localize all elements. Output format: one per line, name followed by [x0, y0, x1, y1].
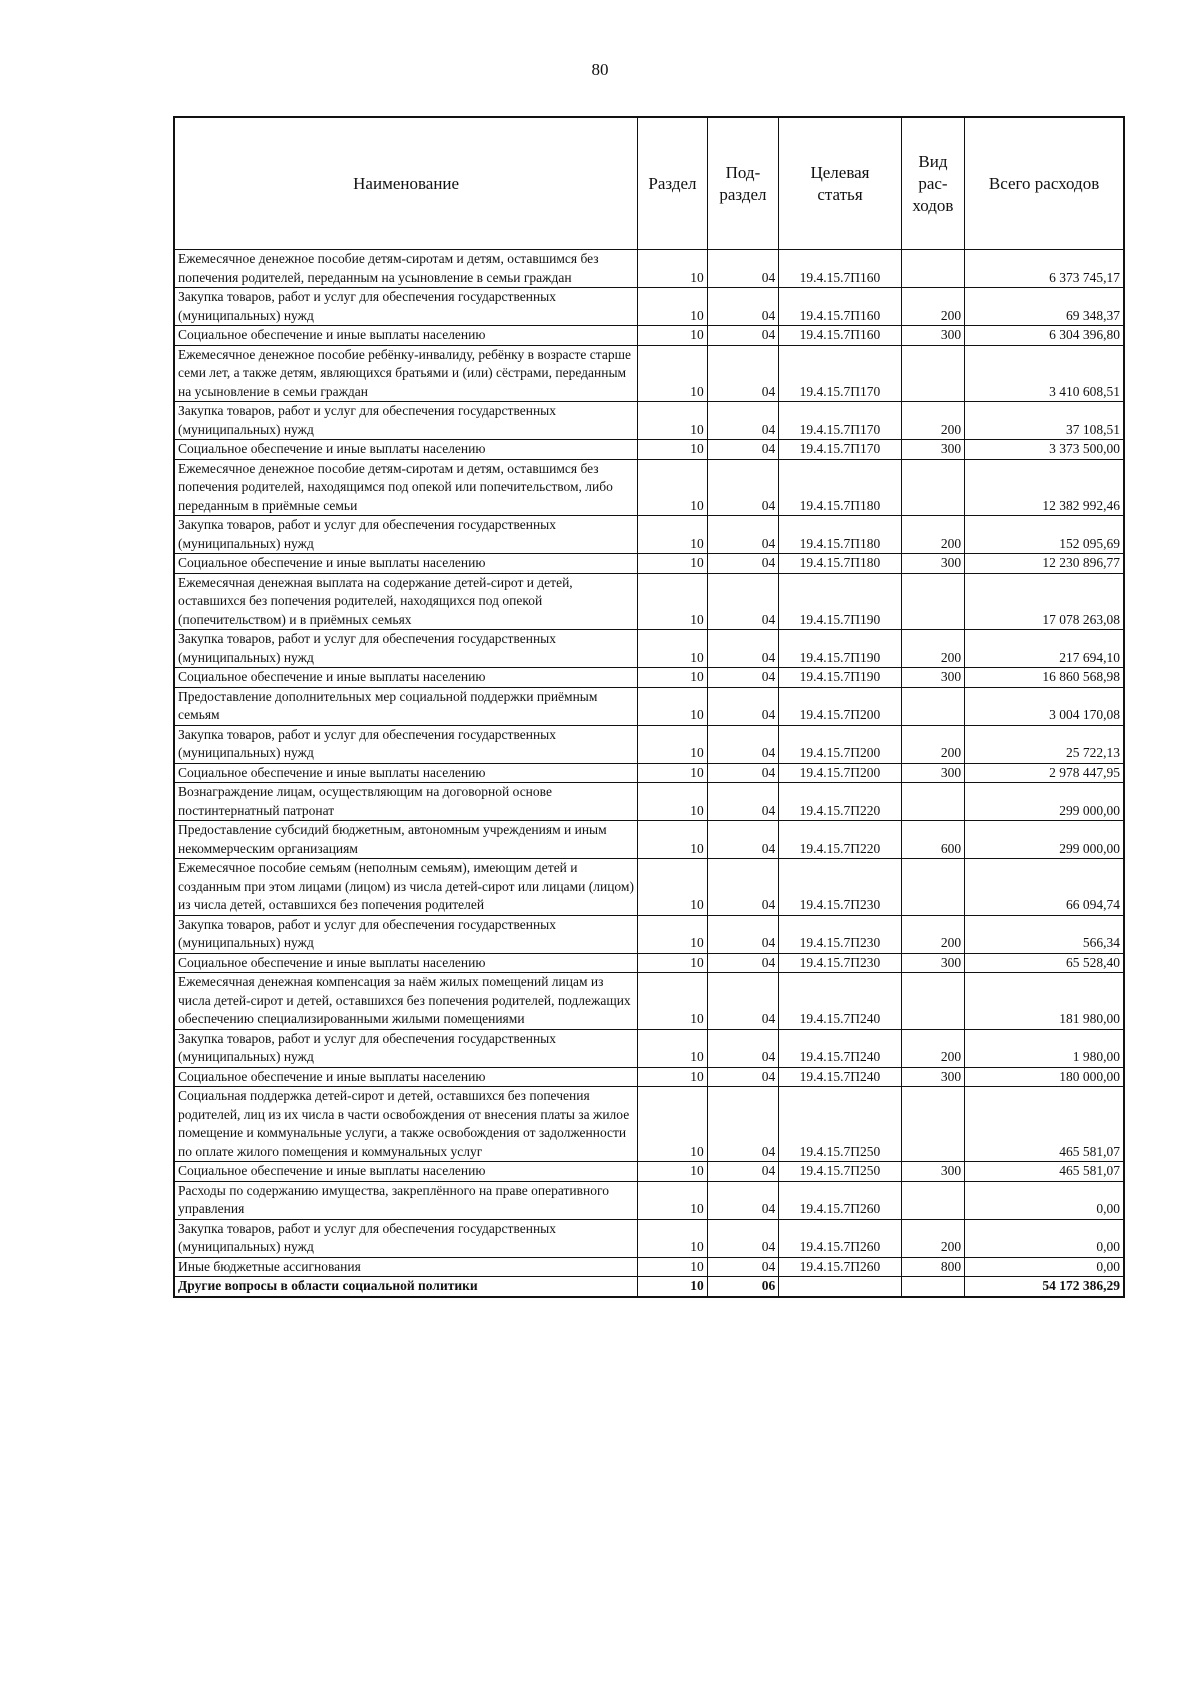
- cell-subsection: 04: [707, 402, 779, 440]
- cell-target-article: 19.4.15.7П220: [779, 821, 902, 859]
- cell-expense-type: 200: [901, 1219, 964, 1257]
- cell-subsection: 04: [707, 973, 779, 1030]
- table-row: [174, 1087, 1124, 1162]
- table-row: [174, 1181, 1124, 1219]
- cell-name: Закупка товаров, работ и услуг для обеспечения государственных (муниципальных) нужд: [174, 915, 638, 953]
- cell-section: 10: [638, 1219, 707, 1257]
- cell-expense-type: [901, 345, 964, 402]
- table-row: [174, 1257, 1124, 1277]
- cell-total: 12 382 992,46: [965, 459, 1124, 516]
- cell-expense-type: [901, 783, 964, 821]
- cell-subsection: 04: [707, 1162, 779, 1182]
- cell-section: 10: [638, 1067, 707, 1087]
- cell-expense-type: [901, 687, 964, 725]
- cell-section: 10: [638, 440, 707, 460]
- cell-total: 3 410 608,51: [965, 345, 1124, 402]
- cell-subsection: 04: [707, 953, 779, 973]
- cell-subsection: 04: [707, 1219, 779, 1257]
- cell-section: 10: [638, 1257, 707, 1277]
- table-row: [174, 763, 1124, 783]
- cell-name: Закупка товаров, работ и услуг для обеспечения государственных (муниципальных) нужд: [174, 1219, 638, 1257]
- cell-name: Ежемесячное денежное пособие ребёнку-инвалиду, ребёнку в возрасте старше семи лет, а также детям, являющихся братьями и (или) сёстрами, переданным на усыновление в семьи граждан: [174, 345, 638, 402]
- cell-total: 2 978 447,95: [965, 763, 1124, 783]
- cell-subsection: 04: [707, 440, 779, 460]
- cell-name: Социальное обеспечение и иные выплаты населению: [174, 1067, 638, 1087]
- cell-target-article: 19.4.15.7П190: [779, 573, 902, 630]
- cell-subsection: 04: [707, 1029, 779, 1067]
- cell-total: 3 004 170,08: [965, 687, 1124, 725]
- cell-expense-type: 300: [901, 1162, 964, 1182]
- table-row: [174, 953, 1124, 973]
- cell-subsection: 04: [707, 554, 779, 574]
- cell-name: Социальное обеспечение и иные выплаты населению: [174, 326, 638, 346]
- cell-expense-type: [901, 459, 964, 516]
- cell-expense-type: 200: [901, 402, 964, 440]
- cell-subsection: 04: [707, 1067, 779, 1087]
- cell-target-article: 19.4.15.7П180: [779, 554, 902, 574]
- cell-expense-type: 200: [901, 725, 964, 763]
- cell-section: 10: [638, 668, 707, 688]
- cell-section: 10: [638, 554, 707, 574]
- cell-name: Закупка товаров, работ и услуг для обеспечения государственных (муниципальных) нужд: [174, 288, 638, 326]
- table-body: [174, 250, 1124, 1297]
- cell-total: 0,00: [965, 1219, 1124, 1257]
- cell-expense-type: 200: [901, 915, 964, 953]
- cell-section: 10: [638, 516, 707, 554]
- table-row: [174, 859, 1124, 916]
- cell-name: Предоставление дополнительных мер социальной поддержки приёмным семьям: [174, 687, 638, 725]
- cell-target-article: [779, 1277, 902, 1297]
- cell-section: 10: [638, 725, 707, 763]
- header-total: Всего расходов: [965, 117, 1124, 250]
- cell-total: 12 230 896,77: [965, 554, 1124, 574]
- cell-target-article: 19.4.15.7П230: [779, 859, 902, 916]
- cell-target-article: 19.4.15.7П170: [779, 440, 902, 460]
- cell-total: 6 304 396,80: [965, 326, 1124, 346]
- cell-target-article: 19.4.15.7П160: [779, 326, 902, 346]
- cell-target-article: 19.4.15.7П160: [779, 288, 902, 326]
- table-row: [174, 345, 1124, 402]
- cell-subsection: 04: [707, 1087, 779, 1162]
- cell-subsection: 04: [707, 288, 779, 326]
- cell-total: 69 348,37: [965, 288, 1124, 326]
- cell-target-article: 19.4.15.7П170: [779, 345, 902, 402]
- cell-total: 25 722,13: [965, 725, 1124, 763]
- cell-section: 10: [638, 288, 707, 326]
- table-row: [174, 1219, 1124, 1257]
- cell-target-article: 19.4.15.7П180: [779, 459, 902, 516]
- cell-total: 299 000,00: [965, 783, 1124, 821]
- cell-section: 10: [638, 973, 707, 1030]
- cell-target-article: 19.4.15.7П170: [779, 402, 902, 440]
- cell-expense-type: 300: [901, 763, 964, 783]
- cell-total: 0,00: [965, 1181, 1124, 1219]
- cell-target-article: 19.4.15.7П250: [779, 1162, 902, 1182]
- cell-expense-type: 300: [901, 953, 964, 973]
- cell-name: Вознаграждение лицам, осуществляющим на договорной основе постинтернатный патронат: [174, 783, 638, 821]
- cell-expense-type: [901, 573, 964, 630]
- table-row: [174, 440, 1124, 460]
- cell-name: Социальное обеспечение и иные выплаты населению: [174, 668, 638, 688]
- table-row: [174, 402, 1124, 440]
- cell-name: Социальное обеспечение и иные выплаты населению: [174, 953, 638, 973]
- cell-name: Ежемесячная денежная компенсация за наём жилых помещений лицам из числа детей-сирот и детей, оставшихся без попечения родителей, подлежащих обеспечению специализированными жилыми помещениями: [174, 973, 638, 1030]
- cell-section: 10: [638, 859, 707, 916]
- cell-expense-type: 300: [901, 554, 964, 574]
- cell-name: Социальное обеспечение и иные выплаты населению: [174, 1162, 638, 1182]
- table-row: [174, 326, 1124, 346]
- cell-target-article: 19.4.15.7П260: [779, 1219, 902, 1257]
- cell-target-article: 19.4.15.7П240: [779, 973, 902, 1030]
- cell-name: Ежемесячная денежная выплата на содержание детей-сирот и детей, оставшихся без попечения родителей, находящихся под опекой (попечительством) и в приёмных семьях: [174, 573, 638, 630]
- cell-target-article: 19.4.15.7П250: [779, 1087, 902, 1162]
- cell-total: 65 528,40: [965, 953, 1124, 973]
- cell-expense-type: 300: [901, 668, 964, 688]
- cell-target-article: 19.4.15.7П260: [779, 1181, 902, 1219]
- cell-expense-type: 200: [901, 630, 964, 668]
- header-section: Раздел: [638, 117, 707, 250]
- cell-section: 10: [638, 402, 707, 440]
- table-row: [174, 573, 1124, 630]
- cell-subsection: 04: [707, 1181, 779, 1219]
- cell-name: Закупка товаров, работ и услуг для обеспечения государственных (муниципальных) нужд: [174, 725, 638, 763]
- cell-name: Ежемесячное денежное пособие детям-сиротам и детям, оставшимся без попечения родителей, переданным на усыновление в семьи граждан: [174, 250, 638, 288]
- cell-target-article: 19.4.15.7П190: [779, 630, 902, 668]
- cell-name: Ежемесячное денежное пособие детям-сиротам и детям, оставшимся без попечения родителей, находящимся под опекой или попечительством, либо переданным в приёмные семьи: [174, 459, 638, 516]
- cell-name: Социальное обеспечение и иные выплаты населению: [174, 763, 638, 783]
- budget-table: [173, 116, 1125, 1298]
- cell-subsection: 04: [707, 687, 779, 725]
- cell-subsection: 04: [707, 821, 779, 859]
- cell-section: 10: [638, 250, 707, 288]
- cell-expense-type: 300: [901, 1067, 964, 1087]
- header-name: Наименование: [174, 117, 638, 250]
- cell-target-article: 19.4.15.7П160: [779, 250, 902, 288]
- cell-expense-type: [901, 1087, 964, 1162]
- cell-expense-type: 600: [901, 821, 964, 859]
- cell-section: 10: [638, 345, 707, 402]
- cell-section: 10: [638, 1029, 707, 1067]
- table-row: [174, 1277, 1124, 1297]
- cell-total: 465 581,07: [965, 1087, 1124, 1162]
- cell-name: Иные бюджетные ассигнования: [174, 1257, 638, 1277]
- cell-section: 10: [638, 915, 707, 953]
- table-header-row: [174, 117, 1124, 250]
- table-row: [174, 668, 1124, 688]
- cell-section: 10: [638, 459, 707, 516]
- cell-name: Предоставление субсидий бюджетным, автономным учреждениям и иным некоммерческим организациям: [174, 821, 638, 859]
- cell-subsection: 04: [707, 516, 779, 554]
- cell-target-article: 19.4.15.7П190: [779, 668, 902, 688]
- cell-subsection: 04: [707, 725, 779, 763]
- cell-expense-type: [901, 1181, 964, 1219]
- cell-target-article: 19.4.15.7П260: [779, 1257, 902, 1277]
- header-subsection: Под- раздел: [707, 117, 779, 250]
- cell-total: 54 172 386,29: [965, 1277, 1124, 1297]
- cell-section: 10: [638, 1277, 707, 1297]
- cell-total: 152 095,69: [965, 516, 1124, 554]
- cell-name: Социальное обеспечение и иные выплаты населению: [174, 440, 638, 460]
- cell-total: 16 860 568,98: [965, 668, 1124, 688]
- table-row: [174, 1162, 1124, 1182]
- cell-target-article: 19.4.15.7П230: [779, 953, 902, 973]
- cell-target-article: 19.4.15.7П200: [779, 687, 902, 725]
- cell-subsection: 04: [707, 859, 779, 916]
- cell-subsection: 04: [707, 345, 779, 402]
- cell-subsection: 04: [707, 1257, 779, 1277]
- cell-section: 10: [638, 821, 707, 859]
- cell-section: 10: [638, 687, 707, 725]
- table-row: [174, 554, 1124, 574]
- cell-total: 66 094,74: [965, 859, 1124, 916]
- cell-section: 10: [638, 1181, 707, 1219]
- cell-section: 10: [638, 630, 707, 668]
- table-row: [174, 459, 1124, 516]
- table-row: [174, 1067, 1124, 1087]
- cell-subsection: 04: [707, 783, 779, 821]
- cell-total: 181 980,00: [965, 973, 1124, 1030]
- table-row: [174, 821, 1124, 859]
- table-row: [174, 725, 1124, 763]
- cell-total: 566,34: [965, 915, 1124, 953]
- cell-total: 37 108,51: [965, 402, 1124, 440]
- cell-total: 217 694,10: [965, 630, 1124, 668]
- cell-name: Закупка товаров, работ и услуг для обеспечения государственных (муниципальных) нужд: [174, 402, 638, 440]
- cell-target-article: 19.4.15.7П220: [779, 783, 902, 821]
- cell-target-article: 19.4.15.7П200: [779, 763, 902, 783]
- cell-subsection: 04: [707, 573, 779, 630]
- table-row: [174, 783, 1124, 821]
- table-row: [174, 630, 1124, 668]
- cell-total: 3 373 500,00: [965, 440, 1124, 460]
- cell-target-article: 19.4.15.7П180: [779, 516, 902, 554]
- table-row: [174, 915, 1124, 953]
- page-number: 80: [591, 60, 609, 79]
- table-row: [174, 973, 1124, 1030]
- cell-subsection: 04: [707, 668, 779, 688]
- cell-name: Ежемесячное пособие семьям (неполным семьям), имеющим детей и созданным при этом лицами (лицом) из числа детей-сирот или лицами (лицом) из числа детей, оставшихся без попечения родителей: [174, 859, 638, 916]
- cell-section: 10: [638, 953, 707, 973]
- cell-subsection: 04: [707, 763, 779, 783]
- cell-total: 17 078 263,08: [965, 573, 1124, 630]
- cell-total: 6 373 745,17: [965, 250, 1124, 288]
- cell-subsection: 04: [707, 630, 779, 668]
- cell-name: Социальное обеспечение и иные выплаты населению: [174, 554, 638, 574]
- cell-total: 0,00: [965, 1257, 1124, 1277]
- cell-name: Другие вопросы в области социальной политики: [174, 1277, 638, 1297]
- cell-expense-type: [901, 973, 964, 1030]
- cell-subsection: 06: [707, 1277, 779, 1297]
- cell-section: 10: [638, 1162, 707, 1182]
- table-row: [174, 250, 1124, 288]
- header-expense-type: Вид рас- ходов: [901, 117, 964, 250]
- table-row: [174, 288, 1124, 326]
- cell-section: 10: [638, 326, 707, 346]
- header-target-article: Целевая статья: [779, 117, 902, 250]
- cell-expense-type: 200: [901, 516, 964, 554]
- cell-subsection: 04: [707, 250, 779, 288]
- cell-name: Закупка товаров, работ и услуг для обеспечения государственных (муниципальных) нужд: [174, 1029, 638, 1067]
- cell-subsection: 04: [707, 915, 779, 953]
- cell-section: 10: [638, 783, 707, 821]
- cell-total: 1 980,00: [965, 1029, 1124, 1067]
- cell-section: 10: [638, 573, 707, 630]
- cell-name: Социальная поддержка детей-сирот и детей, оставшихся без попечения родителей, лиц из их числа в части освобождения от внесения платы за жилое помещение и коммунальные услуги, а также освобождения от задолженности по оплате жилого помещения и коммунальных услуг: [174, 1087, 638, 1162]
- table-row: [174, 516, 1124, 554]
- cell-expense-type: 200: [901, 1029, 964, 1067]
- cell-name: Расходы по содержанию имущества, закреплённого на праве оперативного управления: [174, 1181, 638, 1219]
- cell-section: 10: [638, 763, 707, 783]
- cell-target-article: 19.4.15.7П230: [779, 915, 902, 953]
- cell-expense-type: [901, 250, 964, 288]
- cell-expense-type: 300: [901, 326, 964, 346]
- cell-name: Закупка товаров, работ и услуг для обеспечения государственных (муниципальных) нужд: [174, 516, 638, 554]
- cell-name: Закупка товаров, работ и услуг для обеспечения государственных (муниципальных) нужд: [174, 630, 638, 668]
- cell-section: 10: [638, 1087, 707, 1162]
- cell-total: 465 581,07: [965, 1162, 1124, 1182]
- cell-target-article: 19.4.15.7П200: [779, 725, 902, 763]
- cell-total: 299 000,00: [965, 821, 1124, 859]
- cell-subsection: 04: [707, 459, 779, 516]
- table-row: [174, 1029, 1124, 1067]
- cell-total: 180 000,00: [965, 1067, 1124, 1087]
- table-row: [174, 687, 1124, 725]
- cell-expense-type: 200: [901, 288, 964, 326]
- cell-target-article: 19.4.15.7П240: [779, 1029, 902, 1067]
- cell-expense-type: [901, 859, 964, 916]
- cell-expense-type: [901, 1277, 964, 1297]
- cell-target-article: 19.4.15.7П240: [779, 1067, 902, 1087]
- cell-expense-type: 800: [901, 1257, 964, 1277]
- cell-expense-type: 300: [901, 440, 964, 460]
- cell-subsection: 04: [707, 326, 779, 346]
